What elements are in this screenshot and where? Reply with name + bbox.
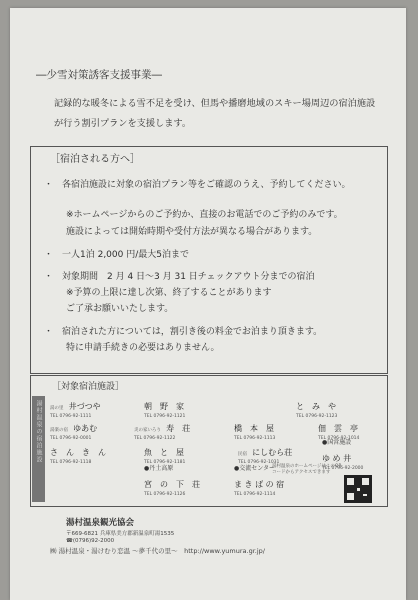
document-page (10, 8, 406, 600)
qr-code[interactable] (344, 475, 372, 503)
association-tel: ☎(0796)92-2000 (66, 538, 115, 544)
facility-name: 橋 本 屋 (234, 424, 274, 433)
facility-note: TEL 0796-92-2000 (322, 466, 364, 471)
facility-card (50, 416, 97, 442)
facility-name: 寿 荘 (166, 424, 191, 433)
facility-note: TEL 0796-92-0001 (50, 436, 92, 441)
facility-note: TEL 0796-92-1123 (296, 414, 338, 419)
facility-note: TEL 0796-92-1118 (50, 460, 92, 465)
facility-note: TEL 0796-92-1111 (50, 414, 92, 419)
facility-note: TEL 0796-92-1014 (318, 436, 360, 441)
side-label-band (32, 396, 45, 502)
facility-prefix: 炎の家いろり (134, 428, 161, 433)
paragraph-2: ※ホームページからのご予約か、直接のお電話でのご予約のみです。 (66, 210, 343, 220)
paragraph-9: 特に申請手続きの必要はありません。 (66, 343, 220, 353)
facility-prefix: 民宿 (238, 452, 247, 457)
paragraph-3: 施設によっては開始時期や受付方法が異なる場合があります。 (66, 227, 318, 237)
facility-name: 朝 野 家 (144, 402, 184, 411)
footer-text: ㈱ 湯村温泉・湯けむり恋温 ～夢千代の里～ http://www.yumura.gr.jp/ (50, 547, 265, 555)
section-label: ●丹土高原 (144, 465, 174, 472)
facility-name: さ ん き ん (50, 448, 106, 457)
facility-note: TEL 0796-92-1181 (144, 460, 186, 465)
intro-text: 記録的な暖冬による雪不足を受け、但馬や播磨地域のスキー場周辺の宿泊施設が行う割引プランを支援します。 (54, 98, 376, 129)
association-address: 〒669-6821 兵庫県美方郡新温泉町湯1535 (66, 531, 175, 537)
facility-card (134, 416, 190, 442)
paragraph-6: ※予算の上限に達し次第、終了することがあります (66, 288, 272, 298)
page-heading: ―少雪対策誘客支援事業― (36, 69, 162, 81)
paragraph-4: ・ 一人1泊 2,000 円/最大5泊まで (44, 250, 189, 260)
facility-name: と み や (296, 402, 336, 411)
facility-note: TEL 0796-92-1031 (238, 460, 280, 465)
facility-note: TEL 0796-92-1114 (234, 492, 276, 497)
qr-note: 湯村温泉のホームページはこのQRコードからアクセスできます (272, 464, 342, 475)
facility-name: ま き ば の 宿 (234, 480, 285, 489)
target-section-title: ［宿泊される方へ］ (50, 154, 140, 165)
facility-note: TEL 0796-92-1126 (144, 492, 186, 497)
side-label: 湯村温泉の宿泊施設 (35, 400, 42, 463)
paragraph-5: ・ 対象期間 2 月 4 日～3 月 31 日チェックアウト分までの宿泊 (44, 272, 315, 282)
facility-note: TEL 0796-92-1122 (134, 436, 176, 441)
section-label: ●交流センター (234, 465, 275, 472)
facility-name: 佃 雲 亭 (318, 424, 358, 433)
facility-name: 井づつや (68, 402, 101, 411)
facility-card (234, 416, 275, 442)
facility-name: 魚 と 屋 (144, 448, 184, 457)
paragraph-1: ・ 各宿泊施設に対象の宿泊プラン等をご確認のうえ、予約してください。 (44, 180, 351, 190)
association-name: 湯村温泉観光協会 (66, 518, 135, 528)
section-label: ●国営施設 (322, 439, 352, 446)
facility-card (50, 440, 106, 466)
facility-card (144, 472, 200, 498)
paragraph-8: ・ 宿泊された方については，割引き後の料金でお泊まり頂きます。 (44, 327, 323, 337)
facility-prefix: 湯楽の宿 (50, 428, 68, 433)
facility-name: 宮 の 下 荘 (144, 480, 200, 489)
facility-name: ゆあむ (73, 424, 98, 433)
facility-note: TEL 0796-92-1113 (234, 436, 276, 441)
facility-note: TEL 0796-92-1121 (144, 414, 186, 419)
facilities-section-title: ［対象宿泊施設］ (52, 382, 125, 392)
facility-prefix: 湯の里 (50, 406, 64, 411)
facility-name: にしむら荘 (252, 448, 293, 457)
paragraph-7: ご了承お願いいたします。 (66, 304, 174, 314)
facility-name: ゆ め 井 (322, 454, 352, 463)
